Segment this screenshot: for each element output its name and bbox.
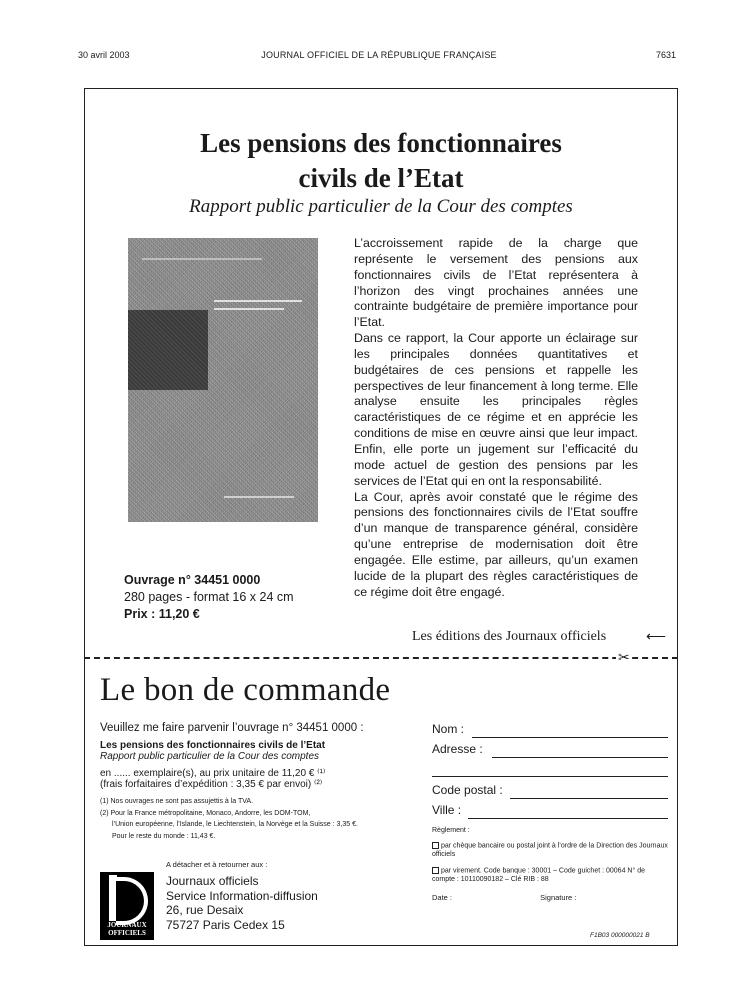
publication-title (84, 126, 678, 196)
quantity-line[interactable]: en ...... exemplaire(s), au prix unitaire de 11,20 € ⁽¹⁾ (100, 768, 326, 779)
book-format: 280 pages - format 16 x 24 cm (124, 590, 294, 604)
description-paragraph: L’accroissement rapide de la charge que représente le versement des pensions aux fonctionnaires civils de l’Etat représentera à l’horizon des vingt prochaines années une contrainte budgétaire de première importance pour l’Etat. (354, 236, 638, 330)
payment-cheque-option[interactable] (432, 842, 668, 859)
address-input-line[interactable] (492, 757, 668, 758)
note-2: (2) Pour la France métropolitaine, Monaco, Andorre, les DOM-TOM, (100, 809, 311, 817)
note-2-world: Pour le reste du monde : 11,43 €. (112, 832, 216, 840)
address-line: 26, rue Desaix (166, 903, 244, 917)
order-notes (100, 796, 420, 842)
order-form-heading: Le bon de commande (100, 672, 391, 708)
order-request: Veuillez me faire parvenir l’ouvrage n° 34451 0000 : (100, 722, 364, 734)
signature-label: Signature : (540, 892, 577, 902)
postal-code-label: Code postal : (432, 783, 503, 797)
address-line: Service Information-diffusion (166, 888, 318, 903)
description-paragraph: Dans ce rapport, la Cour apporte un éclairage sur les principales données quantitatives et budgétaires de ces pensions et rappelle les perspectives de leur financement à long terme. Elle analyse ensuite les principales règles caractéristiques de ce régime et en apprécie les conditions de mise en œuvre ainsi que leur impact. Enfin, elle porte un jugement sur l’efficacité du mode actuel de gestion des pensions par les services de l’Etat qui en ont la responsabilité. (354, 331, 638, 488)
payment-transfer-option[interactable] (432, 867, 668, 884)
name-field[interactable] (432, 722, 668, 742)
publication-description (354, 236, 638, 600)
book-reference: Ouvrage n° 34451 0000 (124, 573, 261, 587)
address-line: Journaux officiels (166, 874, 259, 888)
cover-bottom-mark (224, 496, 294, 498)
scissors-icon: ✂ (618, 649, 630, 665)
title-line-2: civils de l’Etat (298, 163, 464, 193)
publication-subtitle: Rapport public particulier de la Cour des comptes (189, 196, 573, 217)
logo-text-1: JOURNAUX (107, 921, 147, 929)
title-line-1: Les pensions des fonctionnaires (200, 128, 562, 158)
city-label: Ville : (432, 803, 462, 817)
date-label: Date : (432, 892, 453, 902)
cover-title-mark (214, 308, 284, 310)
note-1: (1) Nos ouvrages ne sont pas assujettis à la TVA. (100, 798, 254, 805)
address-field[interactable] (432, 742, 668, 762)
customer-fields (432, 722, 668, 902)
book-price: Prix : 11,20 € (124, 607, 200, 621)
publisher-line: Les éditions des Journaux officiels (412, 629, 607, 644)
order-book-title: Les pensions des fonctionnaires civils de l’Etat (100, 740, 326, 751)
payment-label: Règlement : (432, 827, 470, 834)
page-header (78, 50, 680, 66)
form-code-reference: F1B03 000000021 B (590, 932, 650, 939)
journal-title: JOURNAL OFFICIEL DE LA RÉPUBLIQUE FRANÇAISE (261, 50, 497, 60)
arrow-left-icon: ⟵ (646, 628, 667, 644)
city-input-line[interactable] (468, 818, 668, 819)
order-book-subtitle: Rapport public particulier de la Cour des comptes (100, 751, 319, 762)
cut-line (84, 657, 678, 659)
cheque-text: par chèque bancaire ou postal joint à l’ordre de la Direction des Journaux officiels (432, 842, 668, 858)
header-date: 30 avril 2003 (78, 50, 130, 60)
postal-code-input-line[interactable] (510, 798, 668, 799)
date-signature-row (432, 893, 668, 902)
city-field[interactable] (432, 803, 668, 823)
cover-title-mark (214, 300, 302, 302)
cheque-checkbox[interactable] (432, 842, 439, 849)
journaux-officiels-logo (100, 872, 154, 940)
order-details (100, 722, 420, 842)
return-intro: A détacher et à retourner aux : (166, 860, 268, 869)
name-input-line[interactable] (472, 737, 668, 738)
name-label: Nom : (432, 722, 465, 736)
description-paragraph: La Cour, après avoir constaté que le régime des pensions des fonctionnaires civils de l’Etat souffre d’un manque de transparence général, considère qu’une entreprise de modernisation doit être engagée. Elle estime, par ailleurs, qu’un examen lucide de la plupart des règles caractéristiques de ce régime doit être engagé. (354, 489, 638, 599)
transfer-checkbox[interactable] (432, 867, 439, 874)
address-lines (166, 874, 318, 932)
book-cover-image (128, 238, 318, 522)
address-extra-line[interactable] (432, 762, 668, 777)
note-2-cont: l’Union européenne, l’Islande, le Liechtenstein, la Norvège et la Suisse : 3,35 €. (112, 821, 358, 828)
book-info (124, 572, 344, 623)
address-label: Adresse : (432, 742, 483, 756)
transfer-text: par virement. Code banque : 30001 – Code guichet : 00064 N° de compte : 10110090182 – Clé RIB : 88 (432, 867, 645, 884)
shipping-line: (frais forfaitaires d’expédition : 3,35 € par envoi) ⁽²⁾ (100, 779, 323, 790)
cover-dark-block (128, 310, 208, 390)
address-line: 75727 Paris Cedex 15 (166, 917, 285, 932)
cover-top-mark (142, 258, 262, 260)
logo-text-2: OFFICIELS (108, 929, 146, 937)
page-number: 7631 (655, 50, 676, 60)
postal-code-field[interactable] (432, 783, 668, 803)
